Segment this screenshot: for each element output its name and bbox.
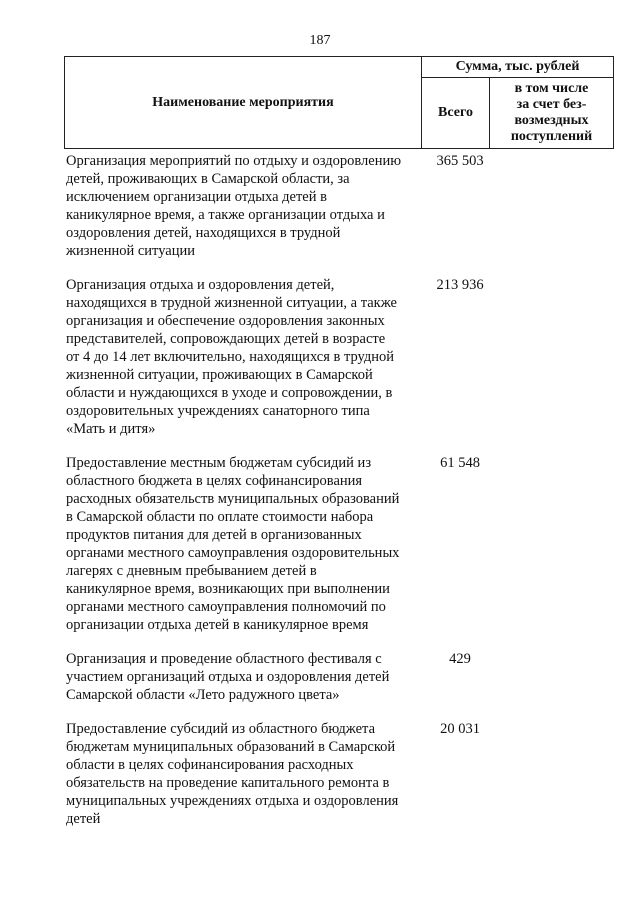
activity-name-line: «Мать и дитя» bbox=[66, 421, 156, 437]
activity-name-line: жизненной ситуации bbox=[66, 243, 195, 259]
header-total-column: Всего bbox=[422, 78, 490, 149]
table-body bbox=[66, 152, 614, 844]
activity-name bbox=[66, 650, 418, 704]
header-name-column: Наименование мероприятия bbox=[65, 57, 422, 149]
activity-name-line: лагерях с дневным пребыванием детей в bbox=[66, 563, 317, 579]
total-amount: 61 548 bbox=[440, 455, 480, 471]
header-sum-column: Сумма, тыс. рублей bbox=[422, 57, 614, 78]
activity-name-line: муниципальных учреждениях отдыха и оздоровления bbox=[66, 793, 399, 809]
activity-name-line: исключением организации отдыха детей в bbox=[66, 189, 327, 205]
activity-name-line: Самарской области «Лето радужного цвета» bbox=[66, 687, 340, 703]
activity-name-line: продуктов питания для детей в организованных bbox=[66, 527, 362, 543]
activity-name-line: жизненной ситуации, проживающих в Самарской bbox=[66, 367, 373, 383]
activity-name-line: организации отдыха детей в каникулярное время bbox=[66, 617, 369, 633]
activity-name bbox=[66, 152, 418, 260]
total-amount: 20 031 bbox=[440, 721, 480, 737]
activity-name-line: областного бюджета в целях софинансирования bbox=[66, 473, 363, 489]
header-including-column bbox=[490, 78, 614, 149]
activity-name-line: органами местного самоуправления оздоровительных bbox=[66, 545, 400, 561]
activity-name-line: организация и обеспечение оздоровления законных bbox=[66, 313, 385, 329]
page-number: 187 bbox=[309, 33, 331, 48]
activity-name-line: оздоровительных учреждениях санаторного типа bbox=[66, 403, 370, 419]
table-row bbox=[66, 720, 614, 828]
header-including-line: в том числе bbox=[514, 81, 589, 96]
activity-name-line: области в целях софинансирования расходных bbox=[66, 757, 354, 773]
activity-name-line: органами местного самоуправления полномочий по bbox=[66, 599, 386, 615]
activity-name-line: представителей, сопровождающих детей в возрасте bbox=[66, 331, 386, 347]
header-including-line: возмездных bbox=[514, 113, 589, 128]
activity-name-line: находящихся в трудной жизненной ситуации, а также bbox=[66, 295, 397, 311]
activity-name bbox=[66, 276, 418, 438]
activity-name-line: бюджетам муниципальных образований в Самарской bbox=[66, 739, 396, 755]
activity-name-line: обязательств на проведение капитального ремонта в bbox=[66, 775, 390, 791]
header-including-line: за счет без- bbox=[516, 97, 587, 112]
table-row bbox=[66, 650, 614, 704]
total-amount: 213 936 bbox=[436, 277, 484, 293]
activity-name-line: Организация и проведение областного фестиваля с bbox=[66, 651, 382, 667]
table-row bbox=[66, 454, 614, 634]
table-row bbox=[66, 152, 614, 260]
total-amount: 429 bbox=[449, 651, 471, 667]
activity-name-line: оздоровления детей, находящихся в трудной bbox=[66, 225, 341, 241]
activity-name-line: Организация отдыха и оздоровления детей, bbox=[66, 277, 335, 293]
activity-name-line: от 4 до 14 лет включительно, находящихся в трудной bbox=[66, 349, 395, 365]
header-including-line: поступлений bbox=[510, 129, 593, 144]
activity-name-line: каникулярное время, возникающих при выполнении bbox=[66, 581, 390, 597]
activity-name-line: в Самарской области по оплате стоимости набора bbox=[66, 509, 374, 525]
table-row bbox=[66, 276, 614, 438]
total-amount: 365 503 bbox=[436, 153, 484, 169]
table-header bbox=[64, 56, 614, 149]
activity-name-line: Предоставление местным бюджетам субсидий из bbox=[66, 455, 372, 471]
activity-name-line: области и нуждающихся в уходе и сопровождении, в bbox=[66, 385, 393, 401]
activity-name-line: детей bbox=[66, 811, 101, 827]
activity-name bbox=[66, 720, 418, 828]
activity-name-line: расходных обязательств муниципальных образований bbox=[66, 491, 400, 507]
activity-name-line: детей, проживающих в Самарской области, за bbox=[66, 171, 350, 187]
activity-name-line: Предоставление субсидий из областного бюджета bbox=[66, 721, 376, 737]
activity-name-line: Организация мероприятий по отдыху и оздоровлению bbox=[66, 153, 402, 169]
activity-name-line: участием организаций отдыха и оздоровления детей bbox=[66, 669, 390, 685]
activity-name-line: каникулярное время, а также организации отдыха и bbox=[66, 207, 385, 223]
activity-name bbox=[66, 454, 418, 634]
